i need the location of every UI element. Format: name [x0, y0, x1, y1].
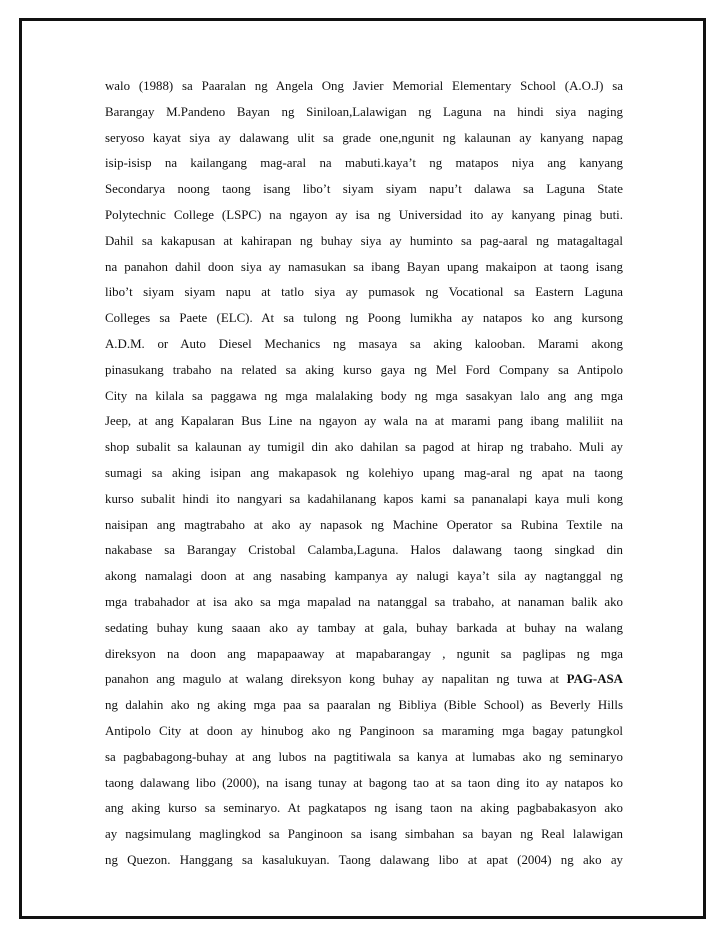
- text-line: na panahon dahil doon siya ay namasukan sa ibang Bayan upang makaipon at taong isang: [105, 259, 623, 274]
- text-line: sumagi sa aking isipan ang makapasok ng kolehiyo upang mag-aral ng apat na taong: [105, 465, 623, 480]
- text-line: sedating buhay kung saaan ako ay tambay at gala, buhay barkada at buhay na walang: [105, 620, 623, 635]
- text-line: ng dalahin ako ng aking mga paa sa paaralan ng Bibliya (Bible School) as Beverly Hills: [105, 698, 623, 713]
- text-line: City na kilala sa paggawa ng mga malalaking body ng mga sasakyan lalo ang ang mga: [105, 388, 623, 403]
- text-line: akong namalagi doon at ang nasabing kampanya ay nalugi kaya’t sila ay nagtanggal ng: [105, 569, 623, 584]
- text-line: naisipan ang magtrabaho at ako ay napasok ng Machine Operator sa Rubina Textile na: [105, 517, 623, 532]
- text-segment: panahon ang magulo at walang direksyon kong buhay ay napalitan ng tuwa at: [105, 672, 567, 687]
- text-line: seryoso kayat siya ay dalawang ulit sa grade one,ngunit ng kalaunan ay kanyang napag: [105, 130, 623, 145]
- text-line-with-emphasis: [105, 667, 623, 693]
- text-line: direksyon na doon ang mapapaaway at mapabarangay , ngunit sa paglipas ng mga: [105, 646, 623, 661]
- text-line: Antipolo City at doon ay hinubog ako ng Panginoon sa maraming mga bagay patungkol: [105, 723, 623, 738]
- text-line: shop subalit sa kalaunan ay tumigil din ako dahilan sa pagod at hirap ng trabaho. Muli ay: [105, 440, 623, 455]
- text-line: mga trabahador at isa ako sa mga mapalad na natanggal sa trabaho, at nanaman balik ako: [105, 594, 623, 609]
- text-line: Colleges sa Paete (ELC). At sa tulong ng Poong lumikha ay natapos ko ang kursong: [105, 311, 623, 326]
- emphasis-text: PAG-ASA: [566, 672, 623, 687]
- body-text: [105, 74, 623, 874]
- text-line: sa pagbabagong-buhay at ang lubos na pagtitiwala sa kanya at lumabas ako ng seminaryo: [105, 749, 623, 764]
- text-line: isip-isisp na kailangang mag-aral na mabuti.kaya’t ng matapos niya ang kanyang: [105, 156, 623, 171]
- text-line: ay nagsimulang maglingkod sa Panginoon sa isang simbahan sa bayan ng Real lalawigan: [105, 827, 623, 842]
- text-line: taong dalawang libo (2000), na isang tunay at bagong tao at sa taon ding ito ay natapos ko: [105, 775, 623, 790]
- text-line: ng Quezon. Hanggang sa kasalukuyan. Taong dalawang libo at apat (2004) ng ako ay: [105, 852, 623, 867]
- text-line: Barangay M.Pandeno Bayan ng Siniloan,Lalawigan ng Laguna na hindi siya naging: [105, 104, 623, 119]
- text-line: pinasukang trabaho na related sa aking kurso gaya ng Mel Ford Company sa Antipolo: [105, 362, 623, 377]
- text-line: Dahil sa kakapusan at kahirapan ng buhay siya ay huminto sa pag-aaral ng matagaltagal: [105, 233, 623, 248]
- text-line: kurso subalit hindi ito nangyari sa kadahilanang kapos kami sa pananalapi kaya muli kong: [105, 491, 623, 506]
- text-line: ang aking kurso sa seminaryo. At pagkatapos ng isang taon na aking pagbabakasyon ako: [105, 801, 623, 816]
- text-line: libo’t siyam siyam napu at tatlo siya ay pumasok ng Vocational sa Eastern Laguna: [105, 285, 623, 300]
- text-line: nakabase sa Barangay Cristobal Calamba,Laguna. Halos dalawang taong singkad din: [105, 543, 623, 558]
- text-line: walo (1988) sa Paaralan ng Angela Ong Javier Memorial Elementary School (A.O.J) sa: [105, 79, 623, 93]
- text-line: Jeep, at ang Kapalaran Bus Line na ngayon ay wala na at marami pang ibang maliliit na: [105, 414, 623, 429]
- text-line: A.D.M. or Auto Diesel Mechanics ng masaya sa aking kalooban. Marami akong: [105, 336, 623, 351]
- text-line: Secondarya noong taong isang libo’t siyam siyam napu’t dalawa sa Laguna State: [105, 182, 623, 197]
- text-line: Polytechnic College (LSPC) na ngayon ay isa ng Universidad ito ay kanyang pinag buti.: [105, 207, 623, 222]
